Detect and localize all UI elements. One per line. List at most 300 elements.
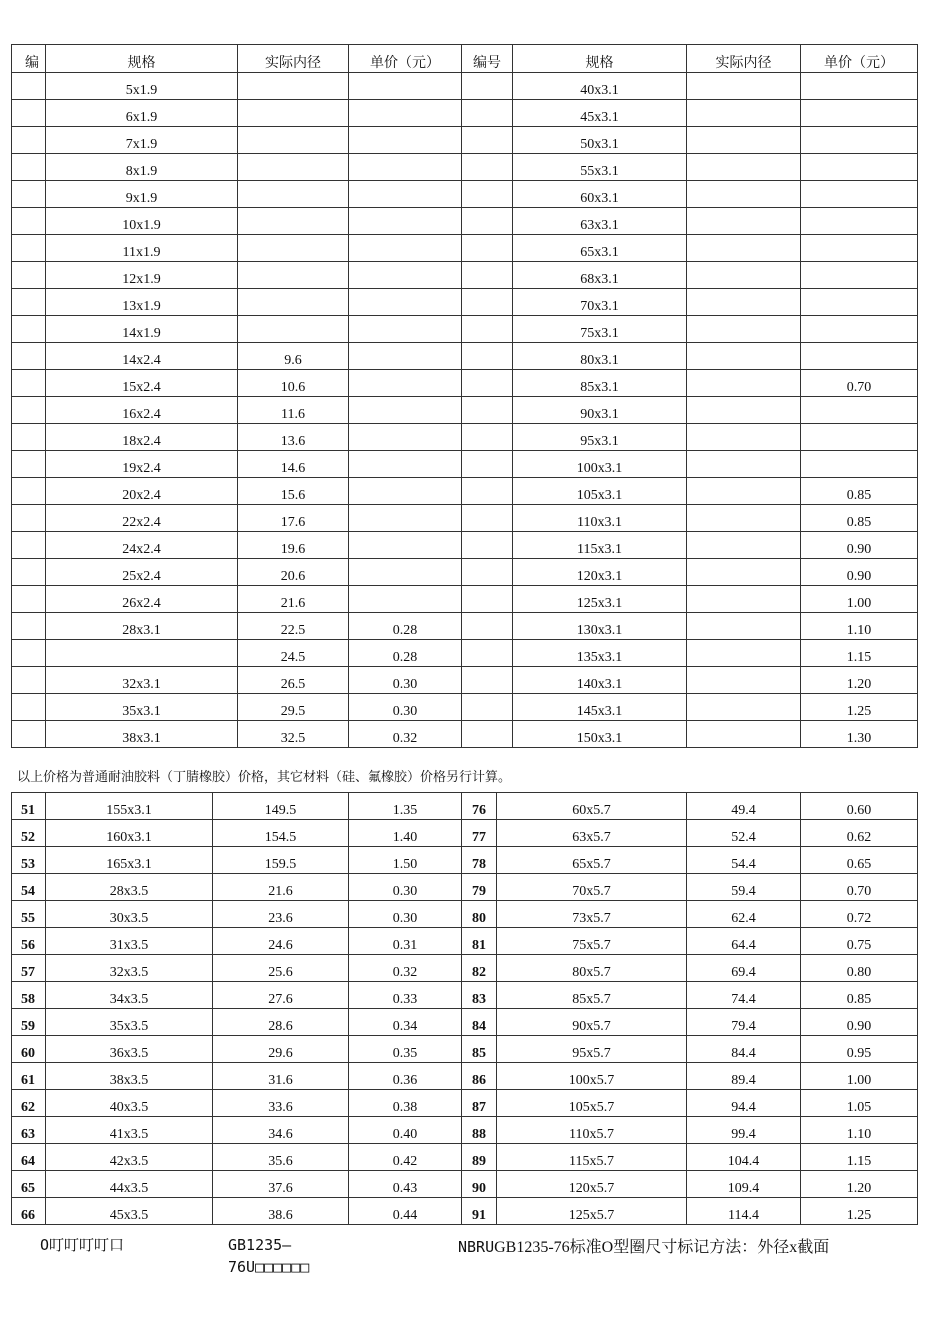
table-cell: 80x5.7 xyxy=(497,955,687,982)
table-cell xyxy=(12,370,46,397)
footer-right-prefix: NBRU xyxy=(458,1238,495,1256)
table-cell: 0.60 xyxy=(801,793,918,820)
table-cell: 0.85 xyxy=(801,982,918,1009)
table-row xyxy=(12,505,918,532)
header-cell: 编号 xyxy=(462,45,513,73)
table-row xyxy=(12,667,918,694)
price-table-lower xyxy=(11,792,918,1225)
header-cell: 实际内径 xyxy=(238,45,349,73)
table-cell: 85x5.7 xyxy=(497,982,687,1009)
table-cell: 74.4 xyxy=(687,982,801,1009)
table-cell xyxy=(801,424,918,451)
table-cell: 29.6 xyxy=(213,1036,349,1063)
table-cell: 60x3.1 xyxy=(513,181,687,208)
table-cell xyxy=(12,586,46,613)
table-cell: 100x3.1 xyxy=(513,451,687,478)
table-cell: 99.4 xyxy=(687,1117,801,1144)
table-cell: 0.34 xyxy=(349,1009,462,1036)
table-row xyxy=(12,370,918,397)
table-cell: 0.36 xyxy=(349,1063,462,1090)
table-cell xyxy=(238,316,349,343)
table-cell: 37.6 xyxy=(213,1171,349,1198)
table-cell: 22.5 xyxy=(238,613,349,640)
footer-middle-text xyxy=(228,1234,309,1278)
table-cell: 159.5 xyxy=(213,847,349,874)
table-cell: 30x3.5 xyxy=(46,901,213,928)
table-row xyxy=(12,793,918,820)
table-cell xyxy=(462,343,513,370)
table-cell: 40x3.5 xyxy=(46,1090,213,1117)
table-cell: 40x3.1 xyxy=(513,73,687,100)
table-cell xyxy=(12,208,46,235)
table-row xyxy=(12,289,918,316)
table-cell xyxy=(349,532,462,559)
table-row xyxy=(12,1009,918,1036)
table-cell: 1.10 xyxy=(801,613,918,640)
table-cell: 25x2.4 xyxy=(46,559,238,586)
table-cell: 17.6 xyxy=(238,505,349,532)
table-cell: 28x3.1 xyxy=(46,613,238,640)
table-row xyxy=(12,451,918,478)
table-cell: 81 xyxy=(462,928,497,955)
table-cell: 32.5 xyxy=(238,721,349,748)
table-cell xyxy=(801,451,918,478)
table-cell xyxy=(462,73,513,100)
footer-right-body: GB1235-76标准O型圈尺寸标记方法：外径x截面 xyxy=(494,1239,830,1256)
table-cell: 90x5.7 xyxy=(497,1009,687,1036)
header-cell: 规格 xyxy=(513,45,687,73)
table-cell xyxy=(687,370,801,397)
table-cell: 60 xyxy=(12,1036,46,1063)
table-cell: 33.6 xyxy=(213,1090,349,1117)
table-cell: 78 xyxy=(462,847,497,874)
table-cell: 55 xyxy=(12,901,46,928)
table-cell: 35.6 xyxy=(213,1144,349,1171)
table-cell: 44x3.5 xyxy=(46,1171,213,1198)
table-cell: 79.4 xyxy=(687,1009,801,1036)
table-cell xyxy=(349,208,462,235)
table-cell: 1.20 xyxy=(801,667,918,694)
table-cell: 24.5 xyxy=(238,640,349,667)
footer-left-text: O叮叮叮叮口 xyxy=(40,1236,125,1254)
table-cell: 68x3.1 xyxy=(513,262,687,289)
table-cell: 154.5 xyxy=(213,820,349,847)
table-cell xyxy=(12,262,46,289)
table-cell: 31x3.5 xyxy=(46,928,213,955)
table-cell: 0.30 xyxy=(349,874,462,901)
table-cell: 65x3.1 xyxy=(513,235,687,262)
table-cell: 0.30 xyxy=(349,901,462,928)
table-row xyxy=(12,181,918,208)
price-table-upper xyxy=(11,44,918,748)
table-cell xyxy=(12,316,46,343)
table-cell xyxy=(801,208,918,235)
table-cell xyxy=(238,127,349,154)
table-row xyxy=(12,154,918,181)
table-cell: 35x3.1 xyxy=(46,694,238,721)
table-cell: 0.30 xyxy=(349,694,462,721)
table-cell xyxy=(687,694,801,721)
table-cell xyxy=(687,559,801,586)
table-cell xyxy=(238,208,349,235)
table-cell: 14x1.9 xyxy=(46,316,238,343)
table-cell: 53 xyxy=(12,847,46,874)
table-cell: 100x5.7 xyxy=(497,1063,687,1090)
table-row xyxy=(12,1171,918,1198)
table-row xyxy=(12,1090,918,1117)
table-cell: 49.4 xyxy=(687,793,801,820)
table-cell: 104.4 xyxy=(687,1144,801,1171)
table-cell: 0.33 xyxy=(349,982,462,1009)
table-row xyxy=(12,478,918,505)
table-cell: 21.6 xyxy=(213,874,349,901)
table-cell: 55x3.1 xyxy=(513,154,687,181)
table-cell: 0.38 xyxy=(349,1090,462,1117)
table-cell: 15x2.4 xyxy=(46,370,238,397)
table-row xyxy=(12,559,918,586)
table-cell: 59 xyxy=(12,1009,46,1036)
table-cell xyxy=(12,667,46,694)
table-cell: 109.4 xyxy=(687,1171,801,1198)
table-row xyxy=(12,928,918,955)
table-cell xyxy=(349,289,462,316)
table-cell: 165x3.1 xyxy=(46,847,213,874)
table-cell: 52.4 xyxy=(687,820,801,847)
table-cell: 0.75 xyxy=(801,928,918,955)
table-cell xyxy=(462,208,513,235)
table-cell: 1.20 xyxy=(801,1171,918,1198)
table-row xyxy=(12,1144,918,1171)
table-cell: 26x2.4 xyxy=(46,586,238,613)
table-cell: 135x3.1 xyxy=(513,640,687,667)
table-cell: 0.95 xyxy=(801,1036,918,1063)
table-cell xyxy=(12,100,46,127)
table-cell: 63x5.7 xyxy=(497,820,687,847)
table-cell xyxy=(687,451,801,478)
table-cell: 0.28 xyxy=(349,640,462,667)
table-cell: 75x3.1 xyxy=(513,316,687,343)
table-cell: 27.6 xyxy=(213,982,349,1009)
table-cell: 35x3.5 xyxy=(46,1009,213,1036)
table-cell xyxy=(687,667,801,694)
table-cell xyxy=(687,343,801,370)
table-row xyxy=(12,847,918,874)
table-cell: 0.90 xyxy=(801,532,918,559)
table-cell: 50x3.1 xyxy=(513,127,687,154)
table-cell: 130x3.1 xyxy=(513,613,687,640)
table-cell: 11.6 xyxy=(238,397,349,424)
table-cell xyxy=(801,316,918,343)
table-cell: 1.25 xyxy=(801,1198,918,1225)
table-cell xyxy=(12,127,46,154)
table-cell: 84 xyxy=(462,1009,497,1036)
footer-right-text xyxy=(458,1234,829,1257)
price-note: 以上价格为普通耐油胶料（丁腈橡胶）价格，其它材料（硅、氟橡胶）价格另行计算。 xyxy=(17,769,512,784)
table-cell: 32x3.5 xyxy=(46,955,213,982)
table-cell: 14x2.4 xyxy=(46,343,238,370)
table-cell xyxy=(349,397,462,424)
table-cell: 125x3.1 xyxy=(513,586,687,613)
table-cell xyxy=(462,451,513,478)
table-cell: 42x3.5 xyxy=(46,1144,213,1171)
table-row xyxy=(12,955,918,982)
table-cell: 76 xyxy=(462,793,497,820)
table-cell: 0.90 xyxy=(801,1009,918,1036)
table-row xyxy=(12,532,918,559)
table-cell: 0.32 xyxy=(349,955,462,982)
table-cell: 0.72 xyxy=(801,901,918,928)
table-cell xyxy=(687,154,801,181)
table-cell: 29.5 xyxy=(238,694,349,721)
table-cell: 26.5 xyxy=(238,667,349,694)
table-cell: 120x5.7 xyxy=(497,1171,687,1198)
table-cell xyxy=(462,694,513,721)
table-row xyxy=(12,721,918,748)
table-cell: 73x5.7 xyxy=(497,901,687,928)
table-cell: 66 xyxy=(12,1198,46,1225)
table-row xyxy=(12,901,918,928)
table-cell xyxy=(687,505,801,532)
table-cell: 0.30 xyxy=(349,667,462,694)
table-cell xyxy=(462,100,513,127)
table-cell xyxy=(349,127,462,154)
table-cell: 110x3.1 xyxy=(513,505,687,532)
table-cell xyxy=(12,505,46,532)
table-cell xyxy=(462,127,513,154)
table-cell: 8x1.9 xyxy=(46,154,238,181)
table-cell: 65x5.7 xyxy=(497,847,687,874)
table-row xyxy=(12,316,918,343)
table-cell xyxy=(12,289,46,316)
table-cell xyxy=(12,343,46,370)
table-cell: 62 xyxy=(12,1090,46,1117)
table-cell: 1.15 xyxy=(801,640,918,667)
table-row xyxy=(12,73,918,100)
table-cell xyxy=(687,208,801,235)
table-cell xyxy=(687,721,801,748)
table-cell: 80 xyxy=(462,901,497,928)
table-cell xyxy=(801,262,918,289)
table-cell xyxy=(349,262,462,289)
table-cell: 7x1.9 xyxy=(46,127,238,154)
table-cell: 149.5 xyxy=(213,793,349,820)
table-row xyxy=(12,820,918,847)
table-cell: 83 xyxy=(462,982,497,1009)
table-cell xyxy=(687,586,801,613)
table-cell: 0.44 xyxy=(349,1198,462,1225)
table-cell: 1.35 xyxy=(349,793,462,820)
table-cell xyxy=(687,235,801,262)
table-cell xyxy=(349,73,462,100)
table-cell: 9.6 xyxy=(238,343,349,370)
table-cell: 0.31 xyxy=(349,928,462,955)
table-cell xyxy=(801,397,918,424)
table-cell: 85x3.1 xyxy=(513,370,687,397)
table-cell xyxy=(46,640,238,667)
table-cell: 115x5.7 xyxy=(497,1144,687,1171)
table-cell xyxy=(349,370,462,397)
table-cell: 0.62 xyxy=(801,820,918,847)
table-cell: 32x3.1 xyxy=(46,667,238,694)
table-cell: 5x1.9 xyxy=(46,73,238,100)
table-cell: 52 xyxy=(12,820,46,847)
table-cell xyxy=(687,397,801,424)
table-row xyxy=(12,208,918,235)
table-cell: 0.85 xyxy=(801,478,918,505)
footer-middle-line2: 76U□□□□□□ xyxy=(228,1258,310,1276)
table-row xyxy=(12,1036,918,1063)
table-row xyxy=(12,982,918,1009)
table-cell xyxy=(462,505,513,532)
table-cell xyxy=(462,532,513,559)
table-cell: 89.4 xyxy=(687,1063,801,1090)
table-row xyxy=(12,1198,918,1225)
table-cell xyxy=(349,424,462,451)
table-cell: 125x5.7 xyxy=(497,1198,687,1225)
table-cell xyxy=(462,181,513,208)
table-cell: 0.70 xyxy=(801,370,918,397)
table-cell xyxy=(349,100,462,127)
table-cell: 1.30 xyxy=(801,721,918,748)
table-cell xyxy=(462,235,513,262)
table-cell xyxy=(801,73,918,100)
table-cell: 34.6 xyxy=(213,1117,349,1144)
table-cell xyxy=(462,397,513,424)
table-cell: 80x3.1 xyxy=(513,343,687,370)
table-cell: 150x3.1 xyxy=(513,721,687,748)
table-cell xyxy=(462,424,513,451)
table-cell: 11x1.9 xyxy=(46,235,238,262)
footer-middle-line1: GB1235— xyxy=(228,1236,292,1254)
table-cell: 10.6 xyxy=(238,370,349,397)
table-cell xyxy=(12,451,46,478)
table-cell xyxy=(349,181,462,208)
table-cell: 28.6 xyxy=(213,1009,349,1036)
table-row xyxy=(12,640,918,667)
table-cell: 18x2.4 xyxy=(46,424,238,451)
table-cell: 56 xyxy=(12,928,46,955)
table-cell xyxy=(238,262,349,289)
table-cell: 105x3.1 xyxy=(513,478,687,505)
table-cell: 20x2.4 xyxy=(46,478,238,505)
table-row xyxy=(12,100,918,127)
table-cell: 110x5.7 xyxy=(497,1117,687,1144)
table-cell xyxy=(12,559,46,586)
table-cell: 13.6 xyxy=(238,424,349,451)
table-row xyxy=(12,1063,918,1090)
table-cell xyxy=(687,289,801,316)
table-cell: 0.42 xyxy=(349,1144,462,1171)
table-cell: 95x3.1 xyxy=(513,424,687,451)
table-cell xyxy=(12,181,46,208)
table-cell xyxy=(349,586,462,613)
table-cell xyxy=(238,235,349,262)
table-cell: 1.00 xyxy=(801,586,918,613)
table-cell: 1.40 xyxy=(349,820,462,847)
table-cell: 23.6 xyxy=(213,901,349,928)
table-row xyxy=(12,343,918,370)
table-cell xyxy=(687,100,801,127)
table-cell xyxy=(462,559,513,586)
table-cell: 63 xyxy=(12,1117,46,1144)
table-cell: 51 xyxy=(12,793,46,820)
table-cell xyxy=(801,100,918,127)
header-cell: 单价（元） xyxy=(349,45,462,73)
table-cell: 0.85 xyxy=(801,505,918,532)
table-cell: 82 xyxy=(462,955,497,982)
table-cell: 69.4 xyxy=(687,955,801,982)
table-cell: 22x2.4 xyxy=(46,505,238,532)
table-cell xyxy=(462,316,513,343)
table-row xyxy=(12,1117,918,1144)
table-cell: 16x2.4 xyxy=(46,397,238,424)
table-cell: 75x5.7 xyxy=(497,928,687,955)
table-cell xyxy=(12,478,46,505)
table-cell: 160x3.1 xyxy=(46,820,213,847)
table-cell: 0.40 xyxy=(349,1117,462,1144)
table-cell: 38x3.1 xyxy=(46,721,238,748)
table-cell xyxy=(349,316,462,343)
header-cell: 编 xyxy=(12,45,46,73)
table-cell xyxy=(238,73,349,100)
table-cell: 115x3.1 xyxy=(513,532,687,559)
table-cell: 0.90 xyxy=(801,559,918,586)
table-cell: 0.32 xyxy=(349,721,462,748)
table-cell: 1.25 xyxy=(801,694,918,721)
table-cell: 145x3.1 xyxy=(513,694,687,721)
table-cell: 36x3.5 xyxy=(46,1036,213,1063)
table-cell: 85 xyxy=(462,1036,497,1063)
table-cell xyxy=(462,370,513,397)
table-cell: 89 xyxy=(462,1144,497,1171)
table-cell xyxy=(238,289,349,316)
table-row xyxy=(12,586,918,613)
table-cell: 70x5.7 xyxy=(497,874,687,901)
table-cell: 34x3.5 xyxy=(46,982,213,1009)
table-cell xyxy=(687,73,801,100)
table-cell xyxy=(687,640,801,667)
table-cell: 45x3.1 xyxy=(513,100,687,127)
table-cell xyxy=(349,505,462,532)
table-cell: 60x5.7 xyxy=(497,793,687,820)
table-cell: 0.70 xyxy=(801,874,918,901)
table-cell: 87 xyxy=(462,1090,497,1117)
table-cell: 120x3.1 xyxy=(513,559,687,586)
table-cell xyxy=(349,343,462,370)
table-cell xyxy=(349,451,462,478)
header-cell: 单价（元） xyxy=(801,45,918,73)
table-row xyxy=(12,127,918,154)
table-cell xyxy=(462,154,513,181)
table-cell: 19.6 xyxy=(238,532,349,559)
table-cell: 9x1.9 xyxy=(46,181,238,208)
table-cell xyxy=(238,100,349,127)
table-cell: 70x3.1 xyxy=(513,289,687,316)
table-cell xyxy=(462,289,513,316)
table-cell xyxy=(801,343,918,370)
table-cell: 57 xyxy=(12,955,46,982)
table-row xyxy=(12,613,918,640)
table-cell xyxy=(12,154,46,181)
table-header-row xyxy=(12,45,918,73)
table-cell: 0.43 xyxy=(349,1171,462,1198)
table-cell xyxy=(462,586,513,613)
table-cell xyxy=(12,235,46,262)
table-cell xyxy=(801,127,918,154)
table-cell: 21.6 xyxy=(238,586,349,613)
table-cell xyxy=(801,154,918,181)
table-cell xyxy=(12,424,46,451)
